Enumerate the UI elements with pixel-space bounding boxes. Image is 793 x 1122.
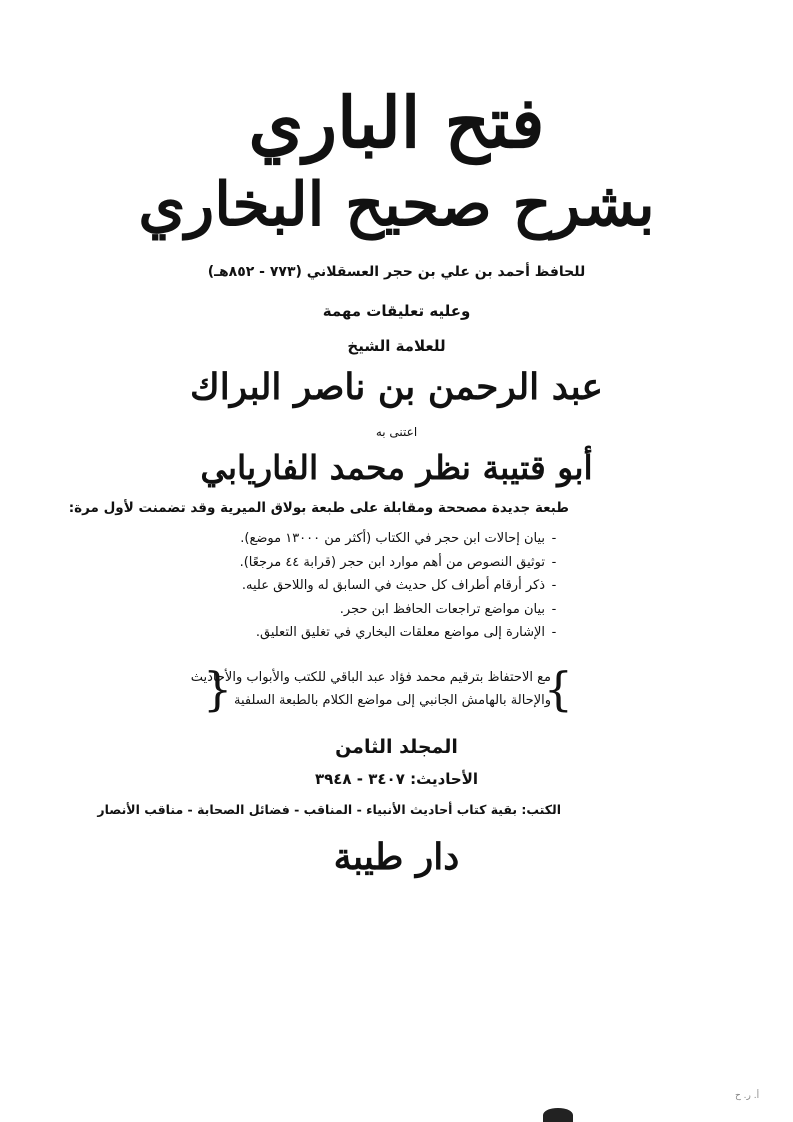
feature-text: بيان إحالات ابن حجر في الكتاب (أكثر من ١٣٠٠٠ موضع).	[240, 531, 545, 546]
list-item	[240, 598, 563, 622]
opening-brace: }	[543, 662, 573, 716]
feature-text: توثيق النصوص من أهم موارد ابن حجر (قرابة ٤٤ مرجعًا).	[239, 554, 545, 570]
feature-text: ذكر أرقام أطراف كل حديث في السابق له واللاحق عليه.	[241, 578, 545, 593]
list-item	[240, 551, 563, 575]
subtitle: بشرح صحيح البخاري	[138, 170, 655, 240]
numbering-note-line-2: والإحالة بالهامش الجانبي إلى مواضع الكلام بالطبعة السلفية	[233, 693, 551, 708]
list-item	[240, 527, 563, 551]
volume-label: المجلد الثامن	[335, 736, 458, 758]
main-title: فتح الباري	[248, 81, 545, 164]
commentary-note: وعليه تعليقات مهمة	[322, 302, 471, 320]
scan-ink-spot	[543, 1108, 573, 1122]
list-item	[240, 621, 563, 645]
books-list: الكتب: بقية كتاب أحاديث الأنبياء - المناقب - فضائل الصحابة - مناقب الأنصار	[97, 802, 561, 817]
curated-by-label: اعتنى به	[375, 425, 418, 439]
feature-text: الإشارة إلى مواضع معلقات البخاري في تغليق التعليق.	[255, 625, 545, 640]
hadith-range: الأحاديث: ٣٤٠٧ - ٣٩٤٨	[314, 770, 479, 788]
feature-text: بيان مواضع تراجعات الحافظ ابن حجر.	[339, 601, 545, 617]
allama-label: للعلامة الشيخ	[347, 337, 446, 355]
list-item	[240, 574, 563, 598]
publisher-logo: دار طيبة	[333, 836, 460, 878]
bullet-dash: -	[551, 531, 557, 546]
editor-name: أبو قتيبة نظر محمد الفاريابي	[200, 448, 593, 487]
bullet-dash: -	[551, 578, 557, 593]
bullet-dash: -	[551, 554, 557, 570]
numbering-note-line-1: مع الاحتفاظ بترقيم محمد فؤاد عبد الباقي للكتب والأبواب والأحاديث	[190, 670, 551, 685]
bullet-dash: -	[551, 601, 557, 617]
scholar-name: عبد الرحمن بن ناصر البراك	[190, 366, 603, 408]
bullet-dash: -	[551, 625, 557, 640]
edition-features-list	[240, 527, 563, 645]
numbering-note-box	[190, 662, 573, 716]
edition-intro: طبعة جديدة مصححة ومقابلة على طبعة بولاق الميرية وقد تضمنت لأول مرة:	[68, 500, 569, 516]
closing-brace: {	[203, 662, 233, 716]
author-line: للحافظ أحمد بن علي بن حجر العسقلاني (٧٧٣ - ٨٥٢هـ)	[207, 264, 586, 280]
margin-note: أ. ر. ح	[735, 1091, 760, 1101]
